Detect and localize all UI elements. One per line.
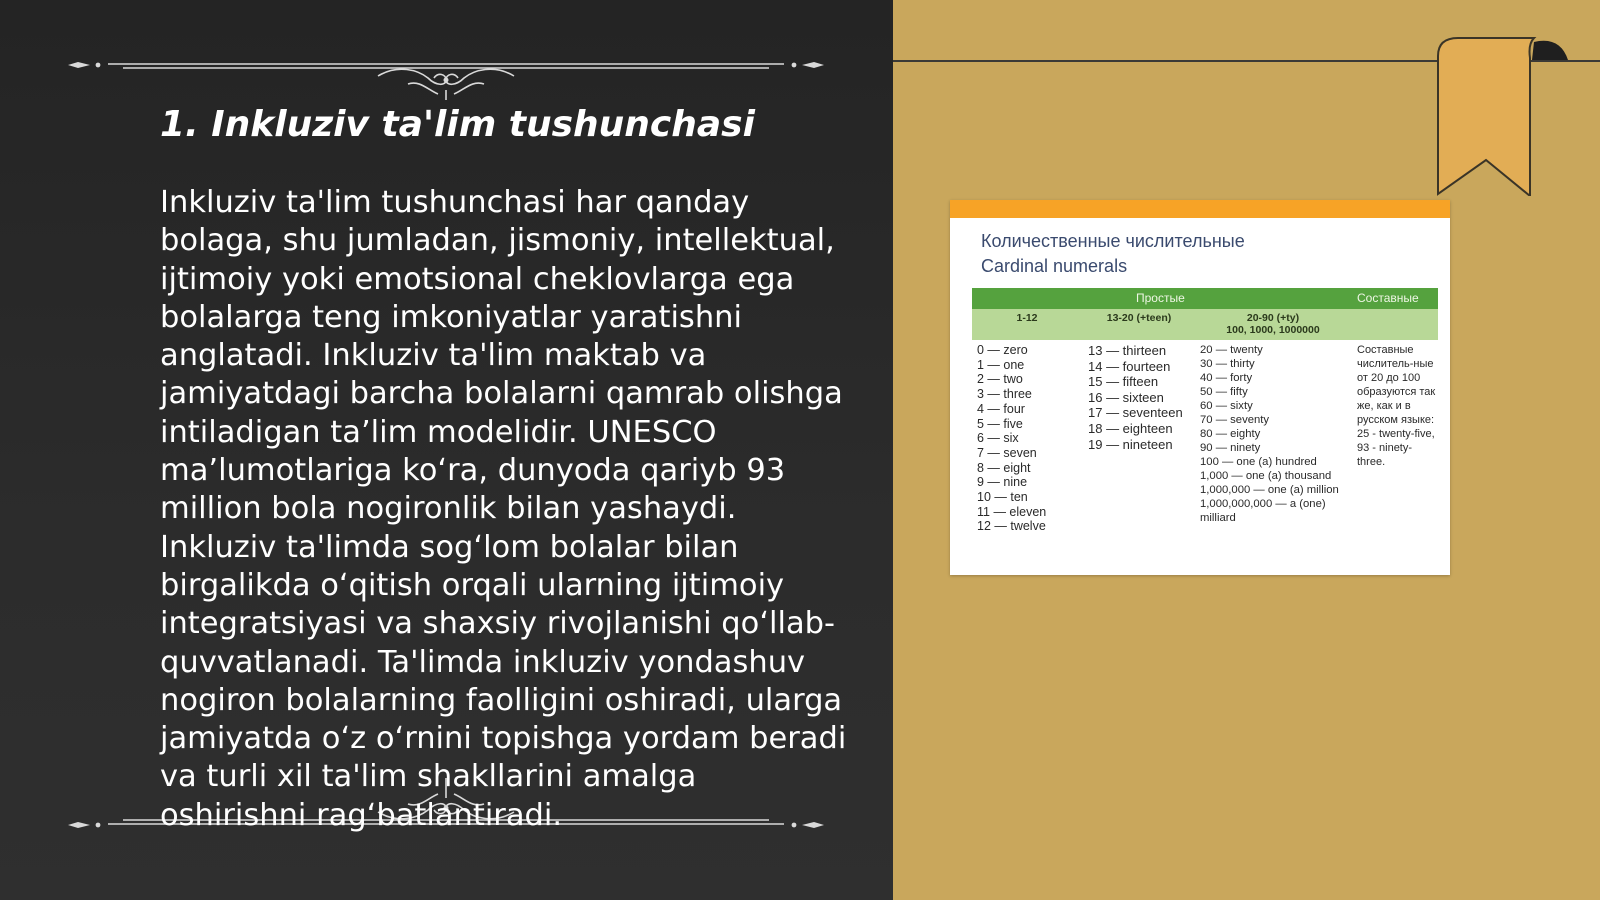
subheader-13-20: 13-20 (+teen) — [1106, 312, 1172, 324]
list-item: 3 — three — [977, 387, 1032, 402]
header-compound: Составные — [1357, 291, 1419, 305]
card-accent-bar — [950, 200, 1450, 218]
list-item: 90 — ninety — [1200, 442, 1261, 454]
subheader-20-90: 20-90 (+ty) — [1246, 312, 1300, 324]
list-item: 14 — fourteen — [1088, 358, 1171, 374]
table-subheader-row — [972, 309, 1438, 340]
column-1-12 — [977, 343, 1046, 534]
list-item: 50 — fifty — [1200, 386, 1248, 398]
list-item: 9 — nine — [977, 475, 1028, 490]
list-item: 80 — eighty — [1200, 428, 1261, 440]
column-compound — [1357, 343, 1439, 469]
header-simple: Простые — [1136, 291, 1185, 305]
column-teens — [1088, 343, 1183, 452]
list-item: 4 — four — [977, 401, 1025, 416]
list-item: 1,000,000 — one (a) million — [1200, 484, 1339, 496]
list-item: 8 — eight — [977, 460, 1031, 475]
list-item: 1,000,000,000 — a (one) milliard — [1200, 498, 1326, 524]
list-item: 18 — eighteen — [1088, 420, 1173, 436]
numerals-table-image — [950, 200, 1450, 575]
list-item: 6 — six — [977, 431, 1019, 446]
list-item: 10 — ten — [977, 490, 1028, 505]
bookmark-ribbon-icon — [1436, 36, 1586, 196]
list-item: 40 — forty — [1200, 372, 1253, 384]
slide-title: 1. Inkluziv ta'lim tushunchasi — [160, 104, 755, 145]
subheader-powers: 100, 1000, 1000000 — [1226, 324, 1320, 336]
list-item: 19 — nineteen — [1088, 436, 1173, 452]
table-title-ru: Количественные числительные — [981, 231, 1245, 251]
list-item: 30 — thirty — [1200, 358, 1255, 370]
list-item: 70 — seventy — [1200, 414, 1270, 426]
list-item: 13 — thirteen — [1088, 343, 1167, 358]
table-title — [981, 229, 1421, 279]
list-item: 5 — five — [977, 416, 1023, 431]
ornamental-frame-top — [68, 40, 824, 100]
list-item: 1,000 — one (a) thousand — [1200, 470, 1332, 482]
list-item: 100 — one (a) hundred — [1200, 456, 1317, 468]
list-item: 16 — sixteen — [1088, 389, 1164, 405]
list-item: 60 — sixty — [1200, 400, 1253, 412]
list-item: 7 — seven — [977, 445, 1037, 460]
list-item: 17 — seventeen — [1088, 405, 1183, 421]
list-item: 11 — eleven — [977, 504, 1047, 519]
list-item: 1 — one — [977, 357, 1025, 372]
table-header-row — [972, 288, 1438, 309]
list-item: 0 — zero — [977, 343, 1028, 357]
column-tens — [1200, 343, 1350, 525]
list-item: 15 — fifteen — [1088, 374, 1159, 390]
table-title-en: Cardinal numerals — [981, 256, 1128, 276]
list-item: 12 — twelve — [977, 519, 1046, 534]
body-text: Inkluziv ta'lim tushunchasi har qanday bolaga, shu jumladan, jismoniy, intellektual, ijtimoiy yoki emotsional cheklovlarga ega bolalarga teng imkoniyatlar yaratishni anglatadi. Inkluziv ta'lim maktab va jamiyatdagi barcha bolalarni qamrab olishga intiladigan taʼlim modelidir. UNESCO maʼlumotlariga koʻra, dunyoda qariyb 93 million bola nogironlik bilan yashaydi. Inkluziv ta'limda sogʻlom bolalar bilan birgalikda oʻqitish orqali ularning ijtimoiy integratsiyasi va shaxsiy rivojlanishi qoʻllab-quvvatlanadi. Ta'limda inkluziv yondashuv nogiron bolalarning faolligini oshiradi, ularga jamiyatda oʻz oʻrnini topishga yordam beradi va turli xil ta'lim shakllarini amalga oshirishni ragʻbatlantiradi. — [160, 185, 847, 833]
subheader-1-12: 1-12 — [1016, 312, 1038, 324]
compound-note: Составные числитель-ные от 20 до 100 образуются так же, как и в русском языке: 25 - twenty-five, 93 - ninety-three. — [1357, 344, 1436, 468]
list-item: 20 — twenty — [1200, 344, 1263, 356]
list-item: 2 — two — [977, 372, 1023, 387]
